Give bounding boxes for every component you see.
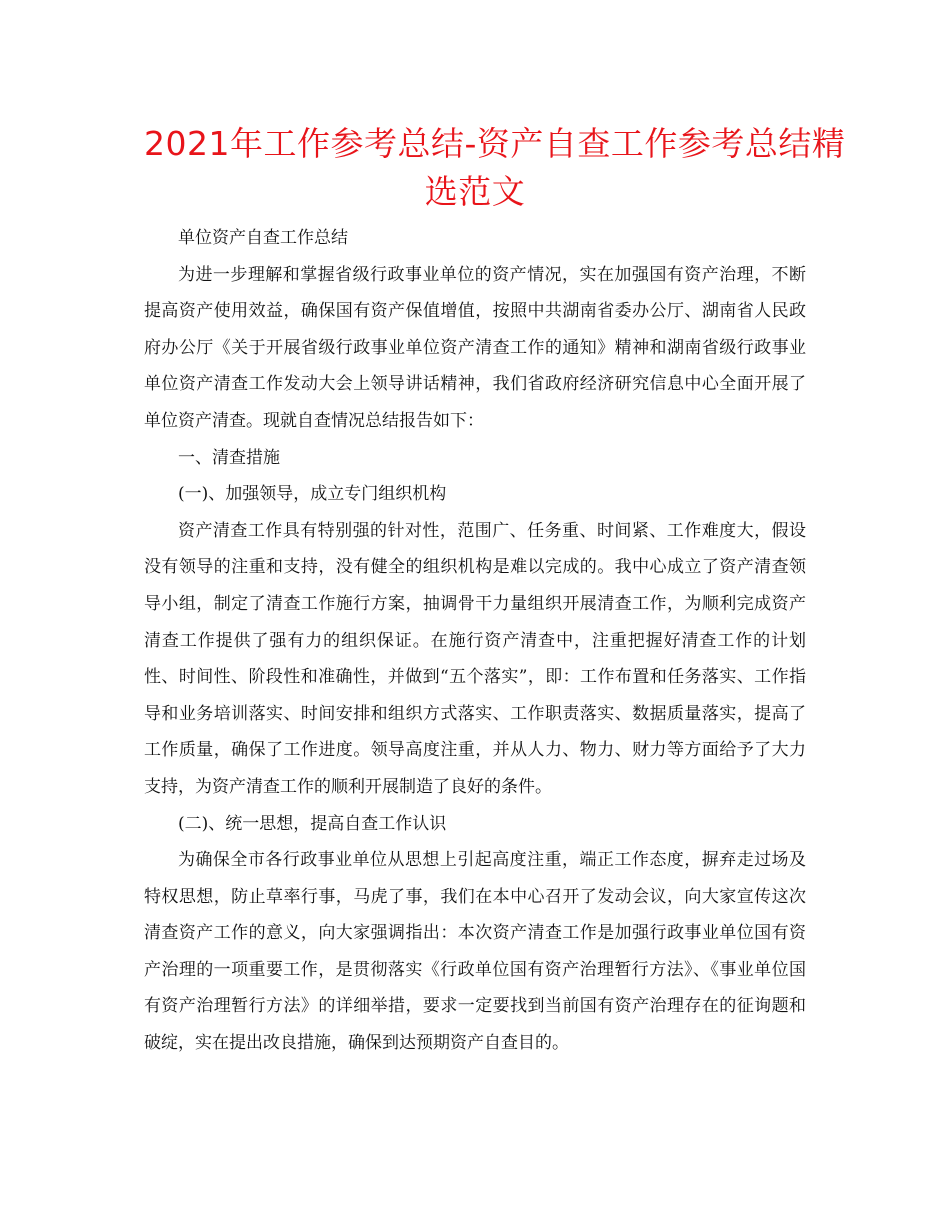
document-title: [144, 120, 846, 216]
document-title-line-1: 2021年工作参考总结-资产自查工作参考总结精: [144, 124, 846, 163]
subheading-unify-thinking: (二)、统一思想，提高自查工作认识: [178, 813, 447, 834]
section-heading-measures: 一、清查措施: [178, 447, 280, 468]
document-body: [144, 220, 806, 1062]
document-title-line-2: 选范文: [424, 172, 526, 211]
section-heading-unit-summary: 单位资产自查工作总结: [178, 228, 348, 248]
paragraph-unify-thinking: 为确保全市各行政事业单位从思想上引起高度注重，端正工作态度，摒弃走过场及特权思想，防止草率行事，马虎了事，我们在本中心召开了发动会议，向大家宣传这次清查资产工作的意义，向大家强调指出：本次资产清查工作是加强行政事业单位国有资产治理的一项重要工作，是贯彻落实《行政单位国有资产治理暂行方法》、《事业单位国有资产治理暂行方法》的详细举措，要求一定要找到当前国有资产治理存在的征询题和破绽，实在提出改良措施，确保到达预期资产自查目的。: [144, 850, 806, 1054]
subheading-leadership: (一)、加强领导，成立专门组织机构: [178, 484, 447, 505]
paragraph-introduction: 为进一步理解和掌握省级行政事业单位的资产情况，实在加强国有资产治理，不断提高资产使用效益，确保国有资产保值增值，按照中共湖南省委办公厅、湖南省人民政府办公厅《关于开展省级行政事业单位资产清查工作的通知》精神和湖南省级行政事业单位资产清查工作发动大会上领导讲话精神，我们省政府经济研究信息中心全面开展了单位资产清查。现就自查情况总结报告如下：: [144, 264, 806, 431]
document-page: [144, 120, 846, 1062]
paragraph-leadership: 资产清查工作具有特别强的针对性，范围广、任务重、时间紧、工作难度大，假设没有领导的注重和支持，没有健全的组织机构是难以完成的。我中心成立了资产清查领导小组，制定了清查工作施行方案，抽调骨干力量组织开展清查工作，为顺利完成资产清查工作提供了强有力的组织保证。在施行资产清查中，注重把握好清查工作的计划性、时间性、阶段性和准确性，并做到“五个落实”，即：工作布置和任务落实、工作指导和业务培训落实、时间安排和组织方式落实、工作职责落实、数据质量落实，提高了工作质量，确保了工作进度。领导高度注重，并从人力、物力、财力等方面给予了大力支持，为资产清查工作的顺利开展制造了良好的条件。: [144, 520, 806, 797]
